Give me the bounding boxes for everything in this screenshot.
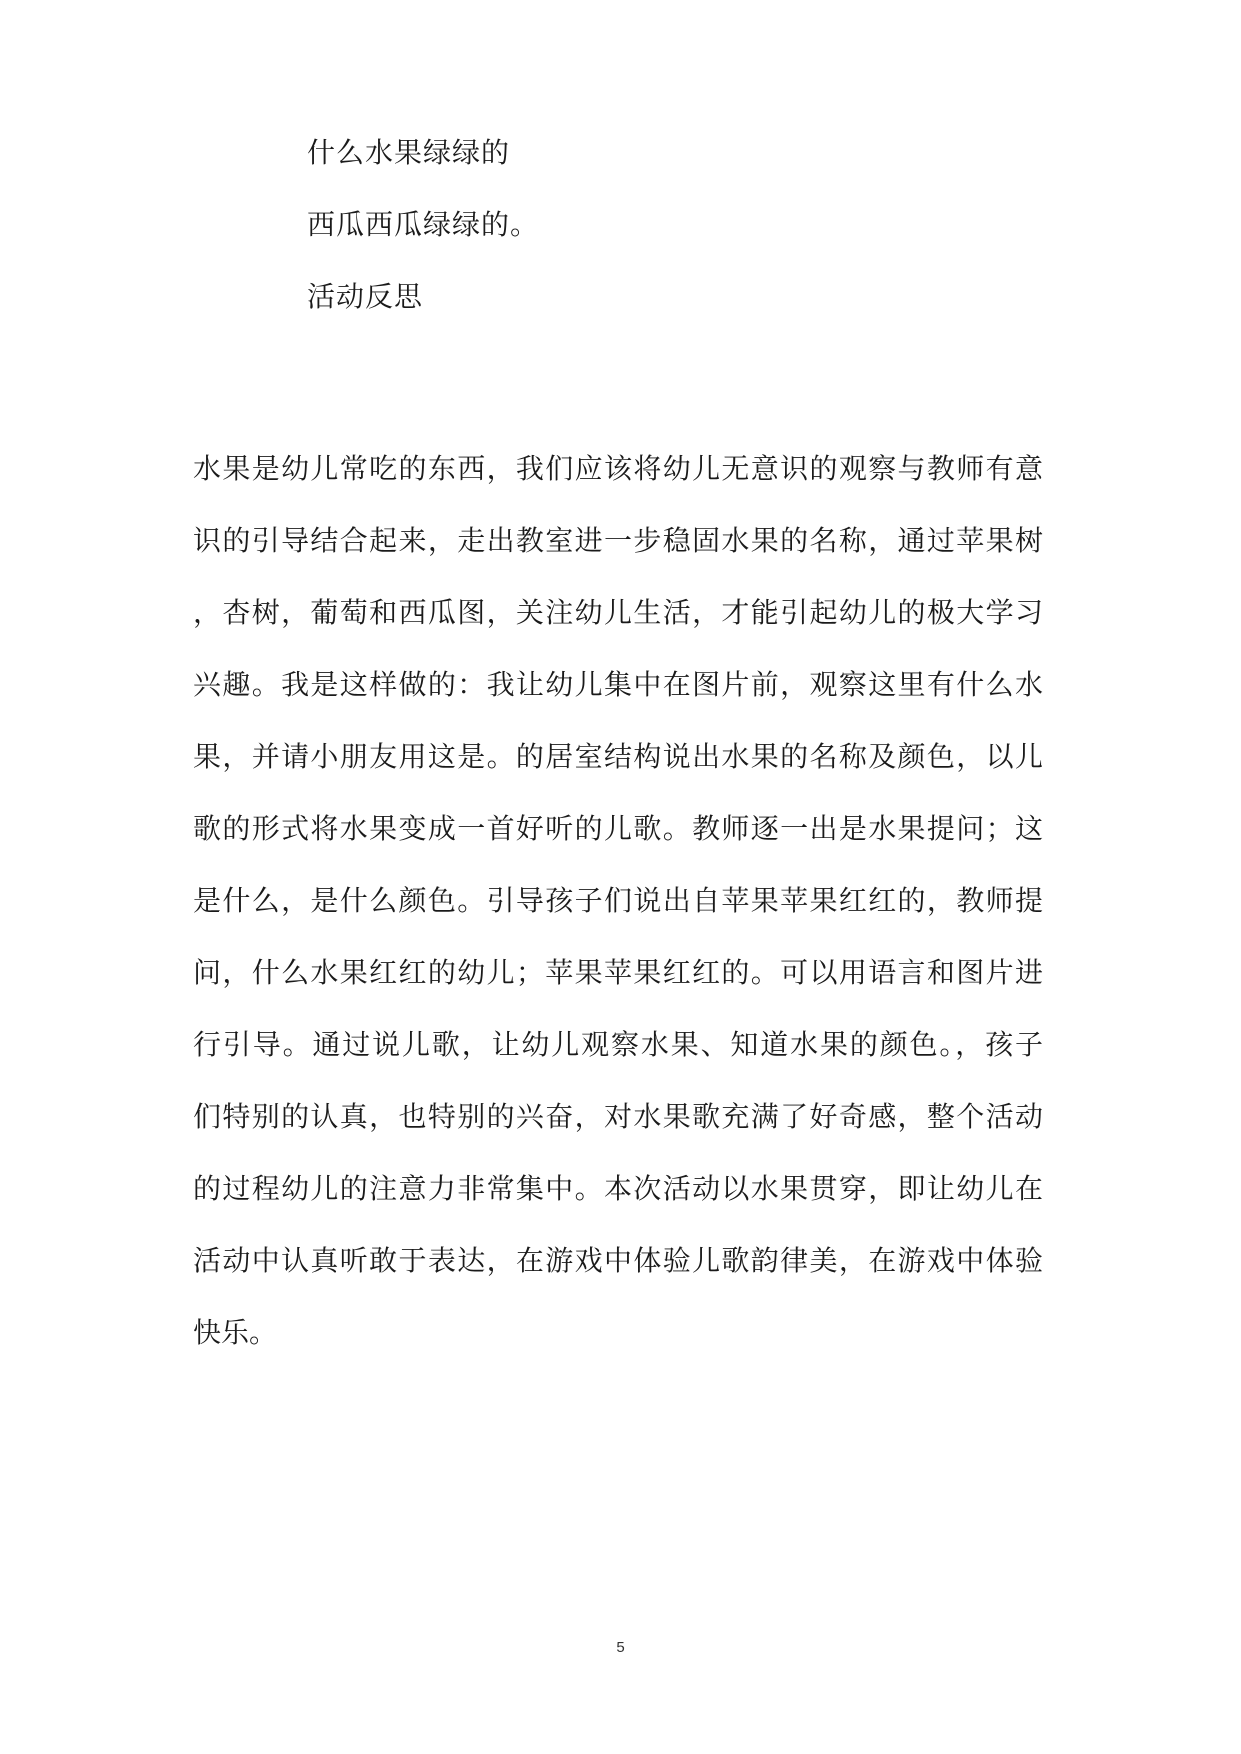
paragraph-line: 问，什么水果红红的幼儿；苹果苹果红红的。可以用语言和图片进	[193, 956, 1043, 989]
paragraph-line: 水果是幼儿常吃的东西，我们应该将幼儿无意识的观察与教师有意	[193, 452, 1043, 485]
paragraph-line: 快乐。	[193, 1316, 278, 1349]
paragraph-line: ，杏树，葡萄和西瓜图，关注幼儿生活，才能引起幼儿的极大学习	[193, 596, 1043, 629]
paragraph-line: 的过程幼儿的注意力非常集中。本次活动以水果贯穿，即让幼儿在	[193, 1172, 1043, 1205]
paragraph-line: 歌的形式将水果变成一首好听的儿歌。教师逐一出是水果提问；这	[193, 812, 1043, 845]
page-number: 5	[616, 1639, 625, 1656]
paragraph-line: 行引导。通过说儿歌，让幼儿观察水果、知道水果的颜色。，孩子	[193, 1028, 1043, 1061]
paragraph-line: 们特别的认真，也特别的兴奋，对水果歌充满了好奇感，整个活动	[193, 1100, 1043, 1133]
paragraph-line: 是什么，是什么颜色。引导孩子们说出自苹果苹果红红的，教师提	[193, 884, 1043, 917]
paragraph-line: 果，并请小朋友用这是。的居室结构说出水果的名称及颜色，以儿	[193, 740, 1043, 773]
paragraph-line: 兴趣。我是这样做的：我让幼儿集中在图片前，观察这里有什么水	[193, 668, 1043, 701]
poem-line-1: 什么水果绿绿的	[307, 136, 511, 169]
poem-line-2: 西瓜西瓜绿绿的。	[307, 208, 540, 241]
section-heading: 活动反思	[307, 280, 424, 313]
paragraph-line: 活动中认真听敢于表达，在游戏中体验儿歌韵律美，在游戏中体验	[193, 1244, 1043, 1277]
paragraph-line: 识的引导结合起来，走出教室进一步稳固水果的名称，通过苹果树	[193, 524, 1043, 557]
